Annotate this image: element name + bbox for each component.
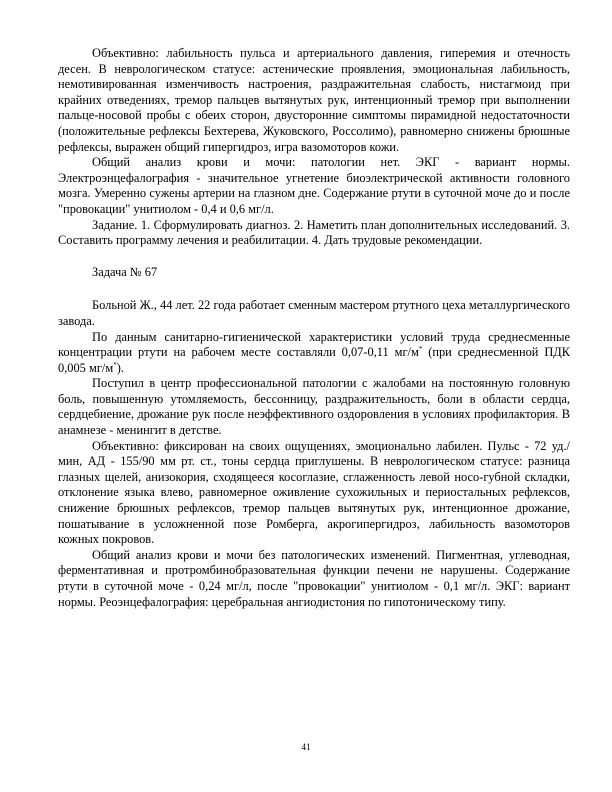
assignment-paragraph: Задание. 1. Сформулировать диагноз. 2. Наметить план дополнительных исследований. 3. Составить программу лечения и реабилитации. 4. Дать трудовые рекомендации. [58,217,570,248]
patient-intro-paragraph: Больной Ж., 44 лет. 22 года работает сменным мастером ртутного цеха металлургического завода. [58,298,570,328]
hygiene-text-end: ). [116,360,124,375]
footnote-marker: * [418,344,423,353]
hygiene-text-main: По данным санитарно-гигиенической характеристики условий труда среднесменные концентрации ртути на рабочем месте составляли 0,07-0,11 мг/м [58,329,570,360]
analysis-paragraph: Общий анализ крови и мочи без патологических изменений. Пигментная, углеводная, ферментативная и протромбинобразовательная функции печени не нарушены. Содержание ртути в суточной моче - 0,24 мг/л, после "провокации" унитиолом - 0,1 мг/л. ЭКГ: вариант нормы. Реоэнцефалография: церебральная ангиодистония по гипотоническому типу. [58,547,570,609]
hygiene-paragraph [58,330,570,377]
page-number: 41 [301,742,311,752]
page-body [58,46,570,610]
hygiene-text-mid: (при среднесменной ПДК 0,005 мг/м [58,345,570,375]
objective-paragraph: Объективно: лабильность пульса и артериального давления, гиперемия и отечность десен. В неврологическом статусе: астенические проявления, эмоциональная лабильность, немотивированная изменчивость настроения, раздражительная слабость, нистагмоид при крайних отведениях, тремор пальцев вытянутых рук, интенционный тремор при выполнении пальце-носовой пробы с обеих сторон, двусторонние симптомы пирамидной недостаточности (положительные рефлексы Бехтерева, Жуковского, Россолимо), равномерно снижены брюшные рефлексы, выражен общий гипергидроз, игра вазомоторов кожи. [58,46,570,154]
task-heading: Задача № 67 [92,264,158,279]
examination-paragraph: Объективно: фиксирован на своих ощущениях, эмоционально лабилен. Пульс - 72 уд./мин, АД - 155/90 мм рт. ст., тоны сердца приглушены. В неврологическом статусе: разница глазных щелей, анизокория, сходящееся косоглазие, сглаженность левой носо-губной складки, отклонение языка влево, равномерное оживление сухожильных и периостальных рефлексов, снижение брюшных рефлексов, тремор пальцев вытянутых рук, интенционное дрожание, пошатывание в усложненной позе Ромберга, акрогипергидроз, лабильность вазомоторов кожных покровов. [58,438,570,547]
footnote-marker: * [113,360,117,369]
lab-results-paragraph: Общий анализ крови и мочи: патологии нет. ЭКГ - вариант нормы. Электроэнцефалография - значительное угнетение биоэлектрической активности головного мозга. Умеренно сужены артерии на глазном дне. Содержание ртути в суточной моче до и после "провокации" унитиолом - 0,4 и 0,6 мг/л. [58,155,570,216]
complaints-paragraph: Поступил в центр профессиональной патологии с жалобами на постоянную головную боль, повышенную утомляемость, бессонницу, раздражительность, боли в области сердца, сердцебиение, дрожание рук после неэффективного оздоровления в условиях профилактория. В анамнезе - менингит в детстве. [58,376,570,438]
